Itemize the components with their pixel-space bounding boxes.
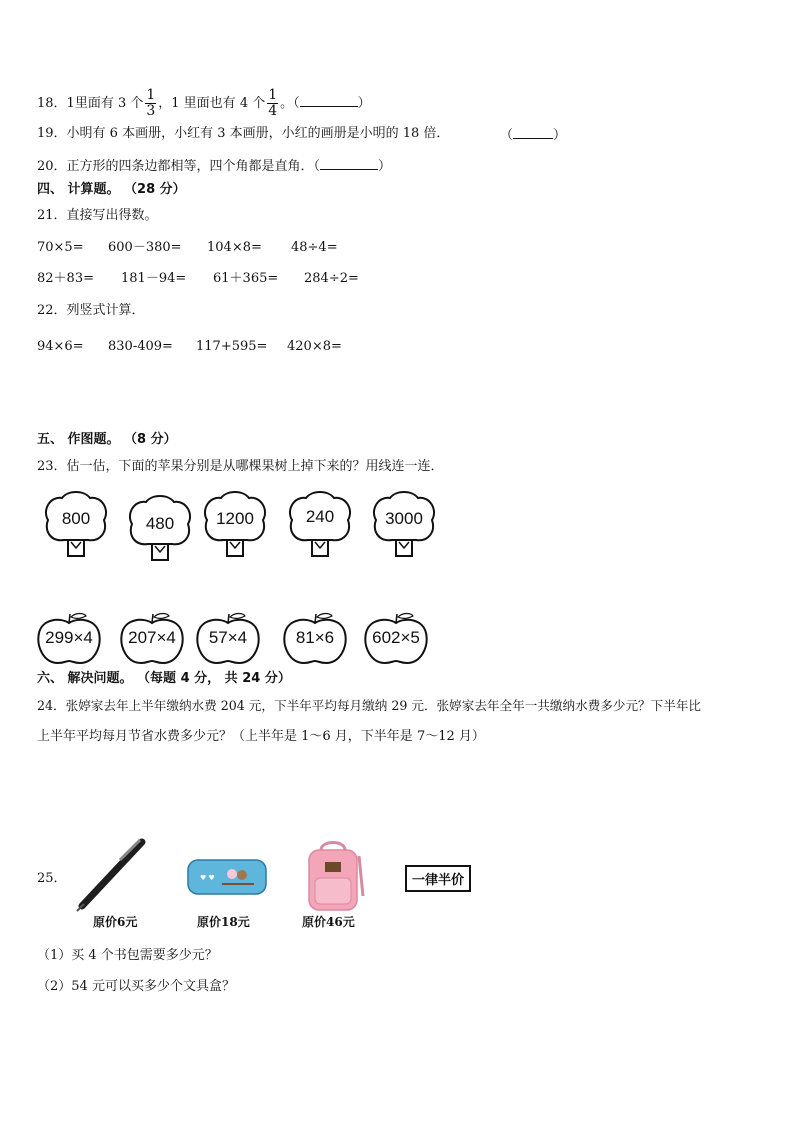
question-21-title: 21．直接写出得数。 [37, 208, 158, 223]
calc-item: 70×5= [37, 240, 84, 255]
question-25-sub2: （2）54 元可以买多少个文具盒？ [37, 979, 235, 994]
apple-299x4[interactable]: 299×4 [36, 611, 102, 665]
svg-text:♥ ♥: ♥ ♥ [200, 874, 215, 882]
calc-item: 284÷2= [304, 271, 359, 286]
question-18: 18．1里面有 3 个 $\frac{1}{3}$ ，1 里面也有 4 个 $\frac{1}{4}$ 。（ ） [37, 87, 371, 119]
apple-207x4[interactable]: 207×4 [119, 611, 185, 665]
section-4-title: 四、 计算题。 （28 分） [37, 182, 186, 197]
vertical-calc-item: 117+595= [196, 339, 268, 354]
backpack-image [301, 838, 365, 914]
pen-icon [72, 836, 150, 914]
question-24-line1: 24．张婷家去年上半年缴纳水费 204 元，下半年平均每月缴纳 29 元．张婷家去年全年一共缴纳水费多少元？下半年比 [37, 698, 702, 713]
question-25-sub1: （1）买 4 个书包需要多少元？ [37, 948, 218, 963]
vertical-calc-item: 94×6= [37, 339, 84, 354]
tree-240[interactable]: 240 [286, 490, 354, 562]
apple-602x5[interactable]: 602×5 [363, 611, 429, 665]
calc-item: 600－380= [108, 240, 182, 255]
tree-800[interactable]: 800 [42, 490, 110, 562]
apple-81x6[interactable]: 81×6 [282, 611, 348, 665]
question-25-number: 25． [37, 871, 67, 886]
pencil-case-image [186, 856, 268, 898]
tree-480[interactable]: 480 [126, 494, 194, 566]
section-6-title: 六、 解决问题。 （每题 4 分， 共 24 分） [37, 671, 291, 686]
tree-3000[interactable]: 3000 [370, 490, 438, 562]
tree-1200[interactable]: 1200 [201, 490, 269, 562]
vertical-calc-item: 830-409= [108, 339, 173, 354]
half-price-label: 一律半价 [405, 865, 471, 892]
price-backpack: 原价46元 [302, 915, 355, 929]
question-24-line2: 上半年平均每月节省水费多少元？（上半年是 1～6 月，下半年是 7～12 月） [37, 729, 485, 744]
price-pencil-case: 原价18元 [197, 915, 250, 929]
calc-item: 104×8= [207, 240, 262, 255]
price-pen: 原价6元 [93, 915, 138, 929]
calc-item: 48÷4= [291, 240, 338, 255]
question-23-title: 23．估一估，下面的苹果分别是从哪棵果树上掉下来的？用线连一连． [37, 459, 444, 474]
pen-image [72, 836, 150, 914]
question-20: 20．正方形的四条边都相等，四个角都是直角．（ ） [37, 159, 392, 174]
answer-19: （ ） [500, 128, 567, 143]
answer-blank-19[interactable] [513, 126, 553, 139]
question-22-title: 22．列竖式计算． [37, 303, 145, 318]
section-5-title: 五、 作图题。 （8 分） [37, 432, 177, 447]
calc-item: 82＋83= [37, 271, 94, 286]
fraction-one-fourth: $\frac{1}{4}$ [268, 87, 278, 119]
question-19: 19．小明有 6 本画册，小红有 3 本画册，小红的画册是小明的 18 倍． [37, 126, 450, 141]
calc-item: 181－94= [121, 271, 187, 286]
pencil-case-icon [186, 856, 268, 898]
backpack-icon [301, 838, 365, 914]
answer-blank-20[interactable] [320, 157, 378, 170]
calc-item: 61＋365= [213, 271, 279, 286]
answer-blank-18[interactable] [300, 94, 358, 107]
apple-57x4[interactable]: 57×4 [195, 611, 261, 665]
vertical-calc-item: 420×8= [287, 339, 342, 354]
fraction-one-third: $\frac{1}{3}$ [146, 87, 156, 119]
